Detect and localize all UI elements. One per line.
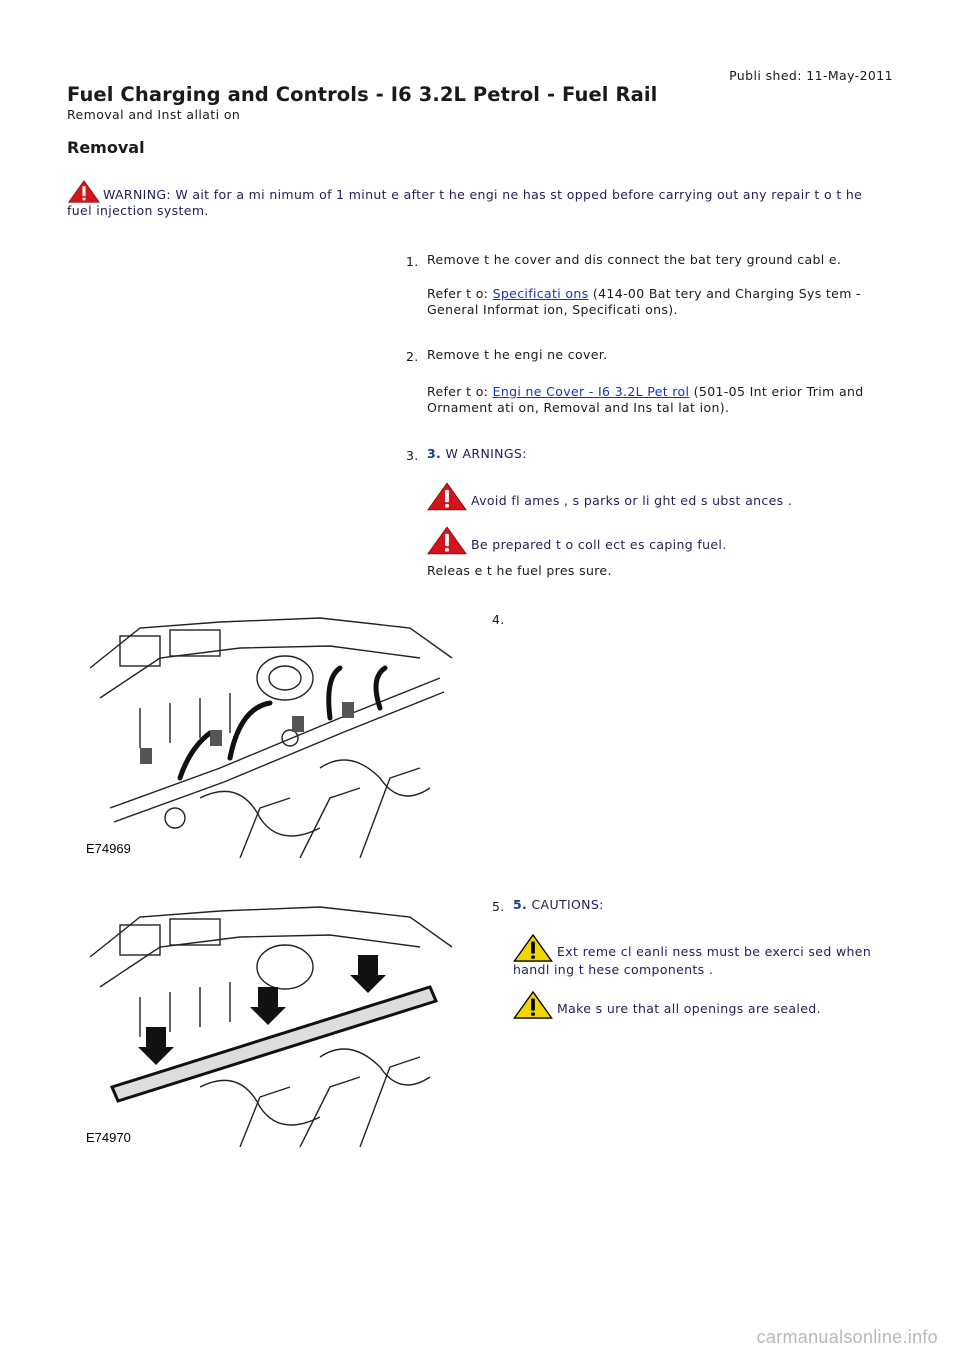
step-3-number: 3.	[406, 448, 419, 463]
step-3-heading-text: W ARNINGS:	[441, 446, 527, 461]
step-1-refer-prefix: Refer t o:	[427, 286, 493, 301]
step-2-refer	[427, 384, 867, 416]
warning-icon	[427, 526, 467, 555]
step-5-bold-number: 5.	[513, 897, 528, 912]
step-1-refer-suffix: (414-00 Bat tery and Charging Sys tem - General Informat ion, Specificati ons).	[427, 286, 861, 317]
published-date: Publi shed: 11-May-2011	[729, 68, 893, 83]
warning-icon	[67, 180, 101, 203]
step-2-refer-prefix: Refer t o:	[427, 384, 493, 399]
step-1-text: Remove t he cover and dis connect the bat tery ground cabl e.	[427, 252, 842, 267]
figure-e74969	[80, 608, 460, 858]
step-5-number: 5.	[492, 899, 505, 914]
step-2-refer-suffix: (501-05 Int erior Trim and Ornament ati on, Removal and Ins tal lat ion).	[427, 384, 864, 415]
step-1-refer	[427, 286, 867, 318]
figure-e74970	[80, 897, 460, 1147]
specifications-link[interactable]: Specificati ons	[492, 286, 589, 301]
watermark: carmanualsonline.info	[756, 1327, 938, 1347]
step-3-bold-number: 3.	[427, 446, 442, 461]
figure-label-e74969: E74969	[86, 841, 131, 856]
engine-illustration	[80, 608, 460, 858]
top-warning	[67, 180, 887, 219]
step-2-text: Remove t he engi ne cover.	[427, 347, 608, 362]
step-2-number: 2.	[406, 349, 419, 364]
figure-label-e74970: E74970	[86, 1130, 131, 1145]
step-1-number: 1.	[406, 254, 419, 269]
page-title: Fuel Charging and Controls - I6 3.2L Petrol - Fuel Rail	[67, 83, 658, 106]
step-5-heading	[513, 897, 953, 913]
fuel-rail-illustration	[80, 897, 460, 1147]
step-5-caution-1-text: Ext reme cl eanli ness must be exerci sed when handl ing t hese components .	[513, 944, 872, 977]
step-3-warning-2-text: Be prepared t o coll ect es caping fuel.	[471, 537, 727, 552]
warning-icon	[427, 482, 467, 511]
page-subtitle: Removal and Inst allati on	[67, 107, 241, 122]
step-4-number: 4.	[492, 612, 505, 627]
engine-cover-link[interactable]: Engi ne Cover - I6 3.2L Pet rol	[492, 384, 690, 399]
caution-icon	[513, 991, 553, 1019]
step-3-warning-1-text: Avoid fl ames , s parks or li ght ed s ubst ances .	[471, 493, 793, 508]
step-5-caution-2-text: Make s ure that all openings are sealed.	[557, 1001, 821, 1016]
step-5-caution-2	[513, 991, 821, 1019]
step-5-heading-text: CAUTIONS:	[527, 897, 604, 912]
step-3-warning-2	[427, 526, 727, 555]
caution-icon	[513, 934, 553, 962]
step-3-action: Releas e t he fuel pres sure.	[427, 563, 612, 578]
top-warning-text: WARNING: W ait for a mi nimum of 1 minut e after t he engi ne has st opped before carrying out any repair t o t he fuel injection system.	[67, 187, 863, 218]
step-3-heading	[427, 446, 867, 462]
step-3-warning-1	[427, 482, 792, 511]
section-heading: Removal	[67, 138, 145, 157]
step-5-caution-1	[513, 934, 873, 978]
